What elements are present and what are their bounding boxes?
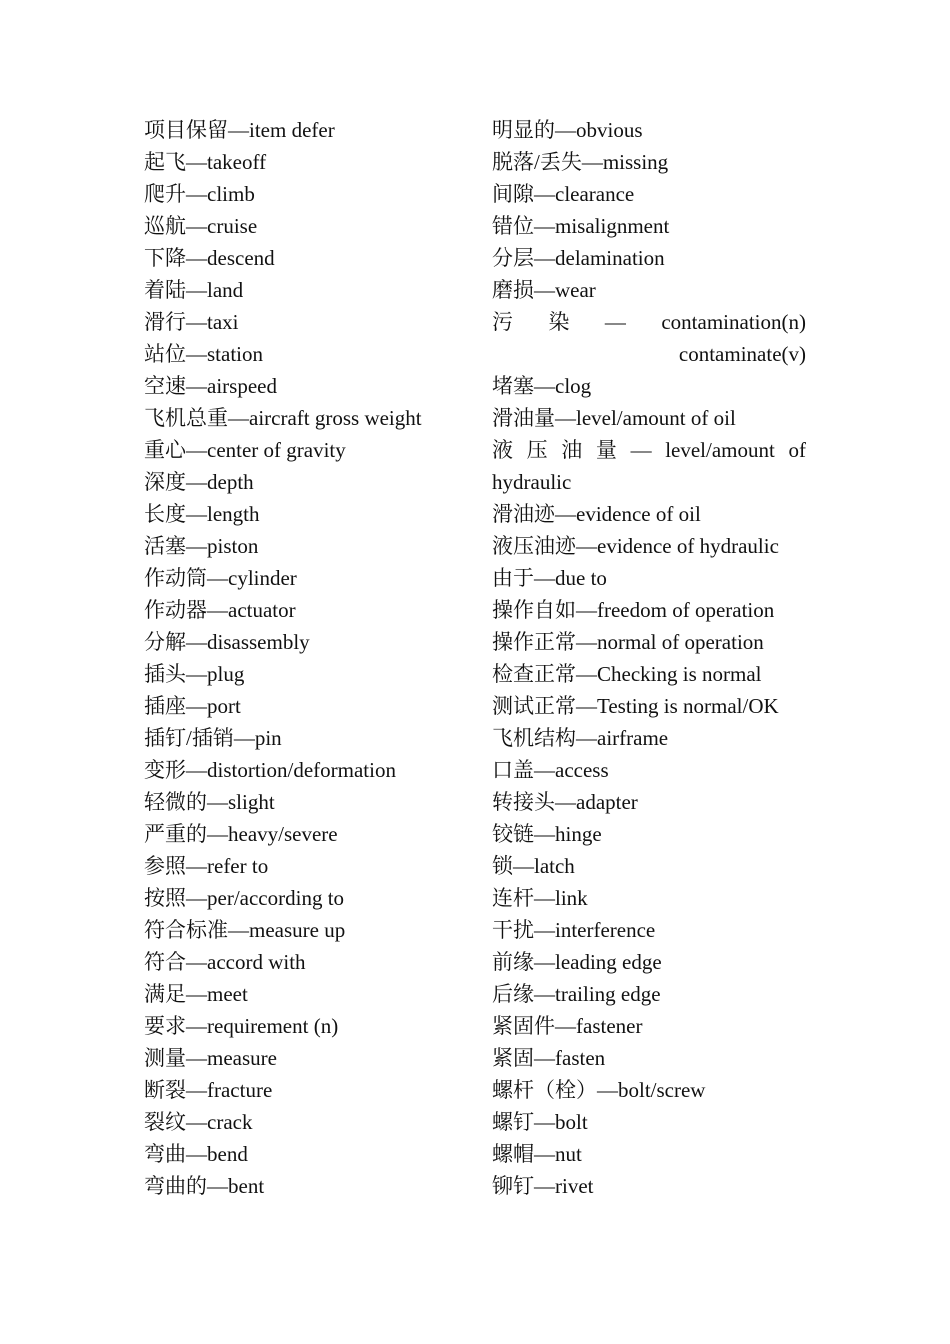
glossary-entry: 螺杆（栓）—bolt/screw — [492, 1078, 706, 1102]
glossary-entry: 检查正常—Checking is normal — [492, 662, 762, 686]
glossary-entry: 飞机结构—airframe — [492, 726, 669, 750]
glossary-entry-justified — [492, 306, 806, 338]
word-part: contamination(n) — [661, 310, 806, 334]
glossary-entry: 前缘—leading edge — [492, 950, 662, 974]
glossary-entry: 活塞—piston — [144, 534, 259, 558]
glossary-entry: 插钉/插销—pin — [144, 726, 282, 750]
glossary-entry: 飞机总重—aircraft gross weight — [144, 406, 422, 430]
word-part: 油 — [561, 438, 583, 462]
glossary-entry: 锁—latch — [492, 854, 575, 878]
glossary-entry: 弯曲—bend — [144, 1142, 248, 1166]
glossary-entry: 后缘—trailing edge — [492, 982, 661, 1006]
glossary-entry: 脱落/丢失—missing — [492, 150, 669, 174]
glossary-entry: 滑油量—level/amount of oil — [492, 406, 736, 430]
word-part: — — [630, 438, 652, 462]
glossary-entry: 起飞—takeoff — [144, 150, 267, 174]
word-part: 量 — [595, 438, 617, 462]
glossary-entry: 巡航—cruise — [144, 214, 258, 238]
glossary-entry: 严重的—heavy/severe — [144, 822, 338, 846]
glossary-entry: 干扰—interference — [492, 918, 656, 942]
glossary-entry: 要求—requirement (n) — [144, 1014, 339, 1038]
word-part: 压 — [526, 438, 548, 462]
glossary-entry: 测量—measure — [144, 1046, 277, 1070]
glossary-entry: 插座—port — [144, 694, 241, 718]
glossary-entry: 作动器—actuator — [144, 598, 296, 622]
word-part: 污 — [492, 310, 513, 334]
glossary-entry: 液压油迹—evidence of hydraulic — [492, 534, 779, 558]
glossary-entry: 滑行—taxi — [144, 310, 239, 334]
glossary-entry: 铆钉—rivet — [492, 1174, 594, 1198]
glossary-entry: 下降—descend — [144, 246, 275, 270]
glossary-entry: 转接头—adapter — [492, 790, 638, 814]
glossary-entry: 满足—meet — [144, 982, 248, 1006]
glossary-entry-justified — [492, 434, 806, 466]
glossary-entry: 操作自如—freedom of operation — [492, 598, 775, 622]
glossary-entry: 按照—per/according to — [144, 886, 345, 910]
glossary-entry: 裂纹—crack — [144, 1110, 253, 1134]
glossary-entry: 错位—misalignment — [492, 214, 670, 238]
glossary-entry: 间隙—clearance — [492, 182, 635, 206]
glossary-entry: 螺钉—bolt — [492, 1110, 588, 1134]
glossary-entry: 重心—center of gravity — [144, 438, 346, 462]
glossary-entry: 长度—length — [144, 502, 260, 526]
glossary-entry: 螺帽—nut — [492, 1142, 582, 1166]
glossary-entry: 弯曲的—bent — [144, 1174, 265, 1198]
glossary-entry: 参照—refer to — [144, 854, 269, 878]
glossary-entry: 堵塞—clog — [492, 374, 592, 398]
glossary-entry: 紧固件—fastener — [492, 1014, 643, 1038]
glossary-left-column — [144, 114, 464, 1202]
glossary-entry: 分解—disassembly — [144, 630, 310, 654]
word-part: level/amount — [665, 438, 775, 462]
glossary-entry: 深度—depth — [144, 470, 254, 494]
glossary-entry: 明显的—obvious — [492, 118, 643, 142]
word-part: of — [788, 438, 806, 462]
word-part: 液 — [492, 438, 513, 462]
glossary-entry: 铰链—hinge — [492, 822, 602, 846]
word-part: — — [604, 310, 626, 334]
glossary-entry: 口盖—access — [492, 758, 609, 782]
glossary-entry-continuation: hydraulic — [492, 470, 572, 494]
glossary-entry-continuation: contaminate(v) — [678, 342, 806, 366]
glossary-entry: 插头—plug — [144, 662, 245, 686]
glossary-entry: 分层—delamination — [492, 246, 665, 270]
glossary-entry: 作动筒—cylinder — [144, 566, 297, 590]
glossary-entry: 符合标准—measure up — [144, 918, 346, 942]
glossary-entry: 磨损—wear — [492, 278, 596, 302]
glossary-entry: 连杆—link — [492, 886, 588, 910]
glossary-entry: 空速—airspeed — [144, 374, 277, 398]
glossary-entry: 断裂—fracture — [144, 1078, 273, 1102]
glossary-entry: 变形—distortion/deformation — [144, 758, 396, 782]
word-part: 染 — [548, 310, 570, 334]
glossary-entry: 操作正常—normal of operation — [492, 630, 764, 654]
glossary-entry: 爬升—climb — [144, 182, 255, 206]
glossary-entry: 轻微的—slight — [144, 790, 275, 814]
glossary-entry: 紧固—fasten — [492, 1046, 606, 1070]
glossary-entry: 着陆—land — [144, 278, 244, 302]
glossary-entry: 符合—accord with — [144, 950, 306, 974]
glossary-entry: 滑油迹—evidence of oil — [492, 502, 701, 526]
glossary-entry: 由于—due to — [492, 566, 607, 590]
glossary-entry: 项目保留—item defer — [144, 118, 335, 142]
glossary-right-column — [492, 114, 806, 1202]
glossary-entry: 站位—station — [144, 342, 263, 366]
glossary-entry: 测试正常—Testing is normal/OK — [492, 694, 779, 718]
